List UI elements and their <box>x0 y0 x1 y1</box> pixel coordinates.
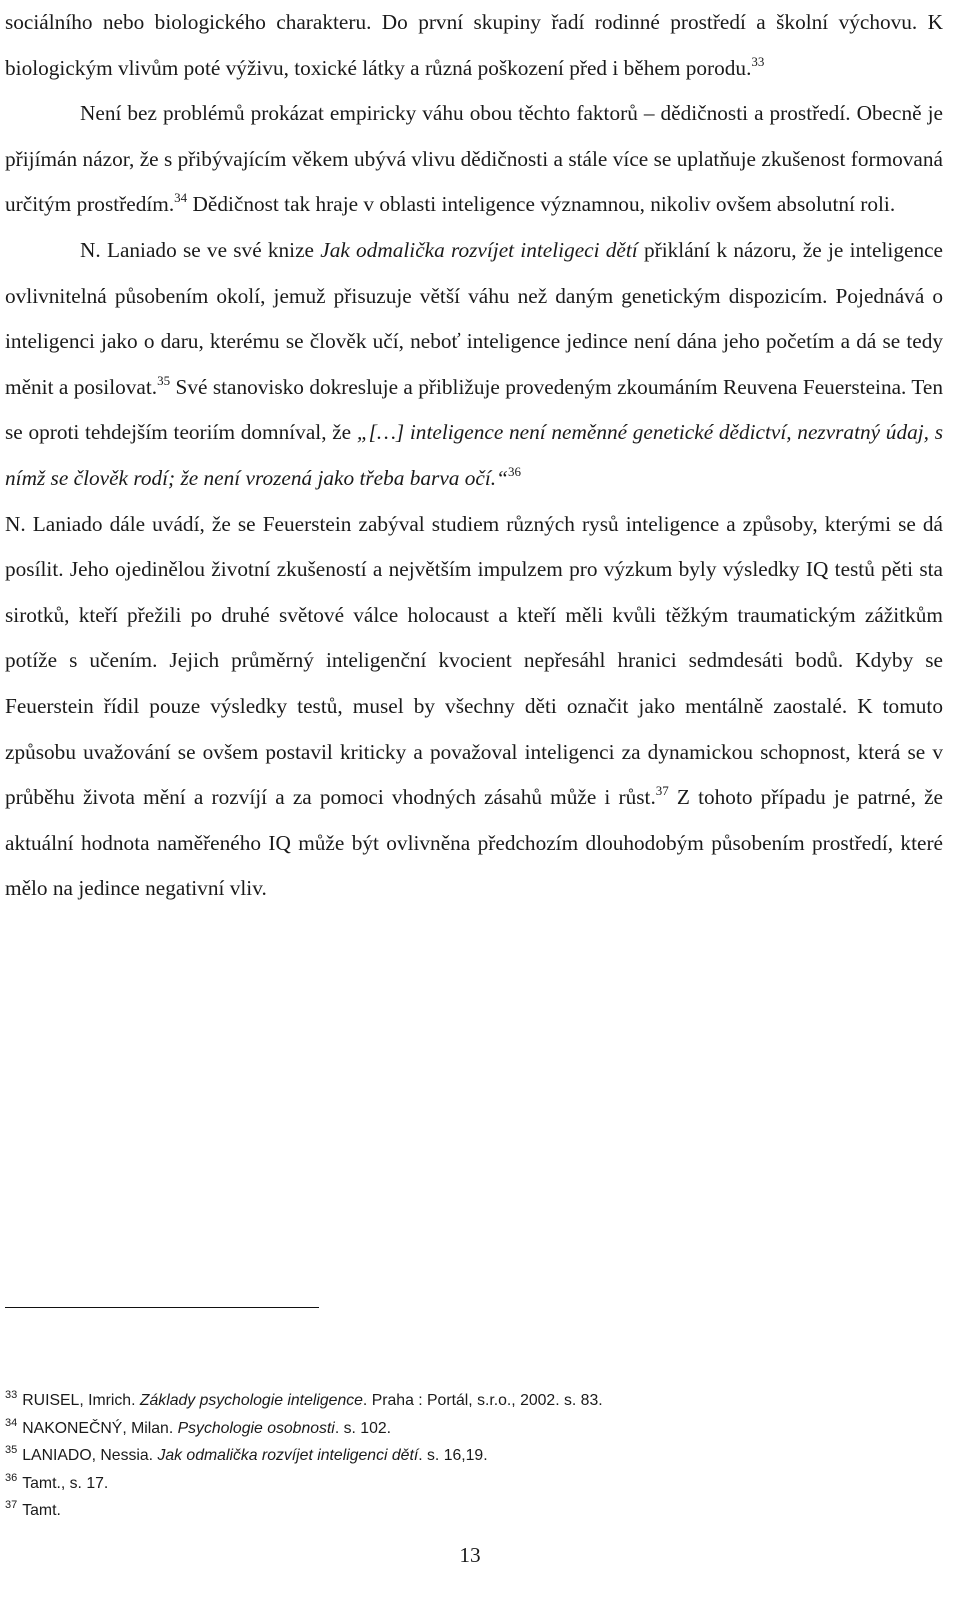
paragraph-4-text-a: N. Laniado dále uvádí, že se Feuerstein zabýval studiem různých rysů inteligence a způsoby, kterými se dá posílit. Jeho ojedinělou životní zkušeností a největším impulzem pro výzkum byly výsledky IQ testů pěti sta sirotků, kteří přežili po druhé světové válce holocaust a kteří měli kvůli těžkým traumatickým zážitkům potíže s učením. Jejich průměrný inteligenční kvocient nepřesáhl hranici sedmdesáti bodů. Kdyby se Feuerstein řídil pouze výsledky testů, musel by všechny děti označit jako mentálně zaostalé. K tomuto způsobu uvažování se ovšem postavil kriticky a považoval inteligenci za dynamickou schopnost, která se v průběhu života mění a rozvíjí a za pomoci vhodných zásahů může i růst. <box>5 511 943 810</box>
paragraph-3-text-c: Své stanovisko dokresluje a přibližuje provedeným zkoumáním Reuvena Feuersteina. Ten se oproti tehdejším teoriím domníval, že <box>5 374 943 445</box>
footnote-text: LANIADO, Nessia. <box>22 1447 158 1464</box>
quotation: „[…] inteligence není neměnné genetické dědictví, nezvratný údaj, s nímž se člověk rodí; že není vrozená jako třeba barva očí.“ <box>5 420 943 490</box>
body-text <box>5 0 943 912</box>
footnote-ref-34: 34 <box>174 190 188 206</box>
footnote-text: . s. 16,19. <box>418 1447 488 1464</box>
paragraph-4 <box>5 502 943 912</box>
footnote-36 <box>5 1470 905 1498</box>
footnote-text: Tamt. <box>22 1502 61 1519</box>
footnote-ref-35: 35 <box>157 372 171 388</box>
footnote-ref-37: 37 <box>655 783 669 799</box>
paragraph-4-text-b: Z tohoto případu je patrné, že aktuální hodnota naměřeného IQ může být ovlivněna předchozím dlouhodobým působením prostředí, které mělo na jedince negativní vliv. <box>5 785 944 901</box>
paragraph-3 <box>5 228 943 502</box>
footnote-number: 36 <box>5 1471 18 1484</box>
footnote-number: 35 <box>5 1444 18 1456</box>
footnote-text: NAKONEČNÝ, Milan. <box>22 1419 178 1437</box>
paragraph-2-text-b: Dědičnost tak hraje v oblasti inteligence významnou, nikoliv ovšem absolutní roli. <box>187 192 896 217</box>
footnote-text: . Praha : Portál, s.r.o., 2002. s. 83. <box>362 1392 603 1409</box>
paragraph-3-text-b: přiklání k názoru, že je inteligence ovlivnitelná působením okolí, jemuž přisuzuje větší váhu než daným genetickým dispozicím. Pojednává o inteligenci jako o daru, kterému se člověk učí, neboť inteligence jedince není dána jeho početím a dá se tedy měnit a posilovat. <box>5 237 944 399</box>
paragraph-2 <box>5 91 943 228</box>
paragraph-3-text-a: N. Laniado se ve své knize <box>80 237 321 262</box>
footnote-34 <box>5 1415 905 1443</box>
paragraph-2-text-a: Není bez problémů prokázat empiricky váhu obou těchto faktorů – dědičnosti a prostředí. Obecně je přijímán názor, že s přibývajícím věkem ubývá vlivu dědičnosti a stále více se uplatňuje zkušenost formovaná určitým prostředím. <box>5 101 943 217</box>
paragraph-1 <box>5 0 943 91</box>
footnote-33 <box>5 1387 905 1415</box>
footnote-37 <box>5 1497 905 1525</box>
book-title: Jak odmalička rozvíjet inteligeci dětí <box>320 237 638 262</box>
footnote-35 <box>5 1442 905 1470</box>
footnote-number: 34 <box>5 1416 18 1429</box>
footnote-text: . s. 102. <box>334 1419 392 1437</box>
footnote-ref-33: 33 <box>751 53 765 69</box>
footnote-number: 33 <box>5 1389 18 1401</box>
footnote-title: Jak odmalička rozvíjet inteligenci dětí <box>157 1447 419 1464</box>
footnote-text: RUISEL, Imrich. <box>22 1392 140 1409</box>
footnote-number: 37 <box>5 1499 18 1511</box>
footnote-title: Psychologie osobnosti <box>177 1419 335 1437</box>
footnote-title: Základy psychologie inteligence <box>139 1392 363 1409</box>
footnote-text: Tamt., s. 17. <box>22 1474 109 1492</box>
footnote-ref-36: 36 <box>507 463 521 479</box>
paragraph-1-text: sociálního nebo biologického charakteru. Do první skupiny řadí rodinné prostředí a školní výchovu. K biologickým vlivům poté výživu, toxické látky a různá poškození před i během porodu. <box>5 10 943 80</box>
footnotes <box>5 1387 905 1525</box>
footnote-separator <box>5 1307 319 1308</box>
page-number: 13 <box>459 1543 481 1567</box>
